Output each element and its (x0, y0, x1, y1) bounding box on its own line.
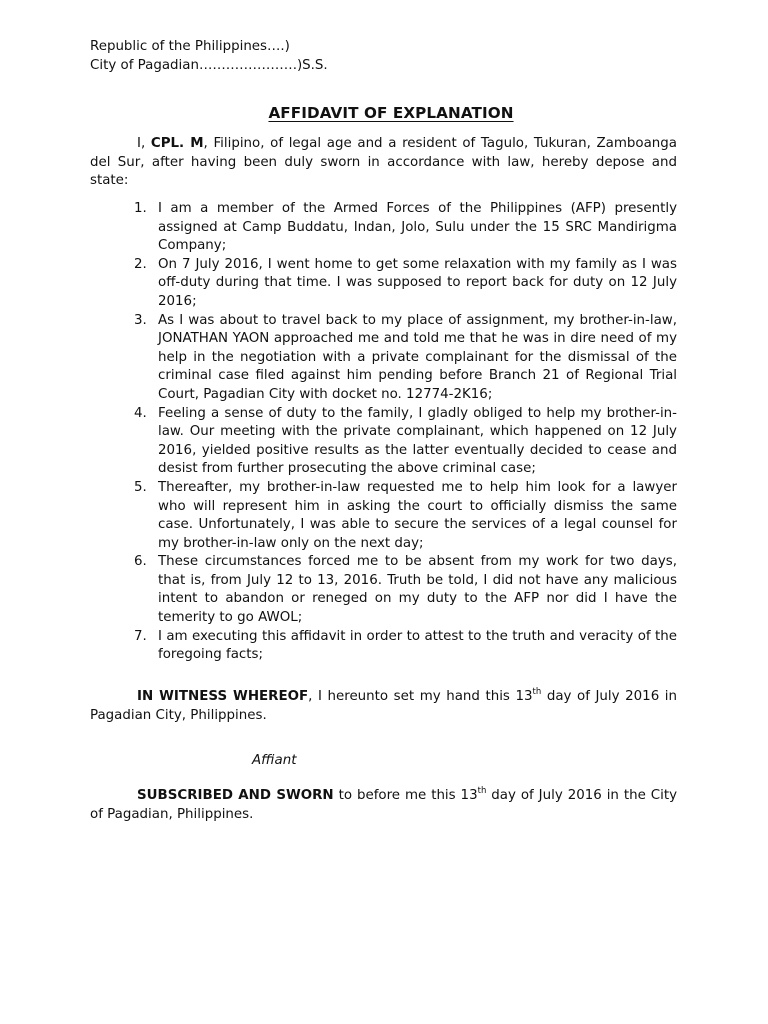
statement-text: I am executing this affidavit in order to attest to the truth and veracity of the foregoing facts; (158, 628, 677, 663)
affiant-name: CPL. M (150, 136, 204, 151)
jurat-heading: SUBSCRIBED AND SWORN (137, 788, 334, 803)
statement-text: Thereafter, my brother-in-law requested me to help him look for a lawyer who will represent him in asking the court to officially dismiss the same case. Unfortunately, I was able to secure the services of a legal counsel for my brother-in-law only on the next day; (158, 479, 677, 551)
statement-item (0, 553, 768, 627)
statement-text: I am a member of the Armed Forces of the Philippines (AFP) presently assigned at Camp Buddatu, Indan, Jolo, Sulu under the 15 SRC Mandirigma Company; (158, 201, 677, 254)
witness-heading: IN WITNESS WHEREOF (137, 689, 309, 704)
jurat-paragraph (90, 787, 677, 824)
statement-text: As I was about to travel back to my place of assignment, my brother-in-law, JONATHAN YAON approached me and told me that he was in dire need of my help in the negotiation with a private complainant for the dismissal of the criminal case filed against him pending before Branch 21 of Regional Trial Court, Pagadian City with docket no. 12774-2K16; (158, 312, 677, 402)
affiant-signature-label: Affiant (252, 753, 297, 768)
witness-paragraph (90, 688, 677, 725)
venue-city-line: City of Pagadian………………….)S.S. (90, 57, 328, 73)
intro-prefix: I, (137, 136, 151, 151)
witness-ordinal: th (532, 687, 542, 697)
statement-text: These circumstances forced me to be absent from my work for two days, that is, from July 12 to 13, 2016. Truth be told, I did not have any malicious intent to abandon or reneged on my duty to the AFP nor did I have the temerity to go AWOL; (158, 554, 677, 626)
jurat-text-a: to before me this 13 (333, 788, 478, 803)
jurat-ordinal: th (477, 786, 487, 796)
jurat-text-b: day of July 2016 in the City of Pagadian, Philippines. (90, 788, 677, 822)
witness-text-b: day of July 2016 in Pagadian City, Philippines. (90, 689, 677, 723)
statement-text: Feeling a sense of duty to the family, I gladly obliged to help my brother-in-law. Our meeting with the private complainant, which happened on 12 July 2016, yielded positive results as the latter eventually decided to cease and desist from further prosecuting the above criminal case; (158, 405, 677, 477)
document-title (0, 104, 768, 122)
statement-item (0, 256, 768, 312)
statement-item (0, 628, 768, 665)
statement-item (0, 405, 768, 479)
statement-number: 5. (134, 479, 147, 495)
statement-list (0, 200, 768, 665)
intro-paragraph (90, 135, 677, 191)
statement-number: 6. (134, 554, 147, 570)
witness-text-a: , I hereunto set my hand this 13 (308, 689, 533, 704)
statement-number: 1. (134, 201, 147, 216)
statement-text: On 7 July 2016, I went home to get some relaxation with my family as I was off-duty during that time. I was supposed to report back for duty on 12 July 2016; (158, 256, 677, 309)
statement-number: 2. (134, 256, 147, 272)
statement-item (0, 479, 768, 553)
statement-number: 7. (134, 628, 147, 644)
venue-republic-line: Republic of the Philippines….) (90, 39, 290, 54)
statement-item (0, 312, 768, 405)
statement-number: 4. (134, 405, 147, 421)
intro-text: , Filipino, of legal age and a resident of Tagulo, Tukuran, Zamboanga del Sur, after having been duly sworn in accordance with law, hereby depose and state: (90, 136, 677, 189)
document-title-text: AFFIDAVIT OF EXPLANATION (268, 104, 514, 122)
venue-header (90, 38, 328, 75)
statement-number: 3. (134, 312, 147, 328)
statement-item (0, 200, 768, 256)
